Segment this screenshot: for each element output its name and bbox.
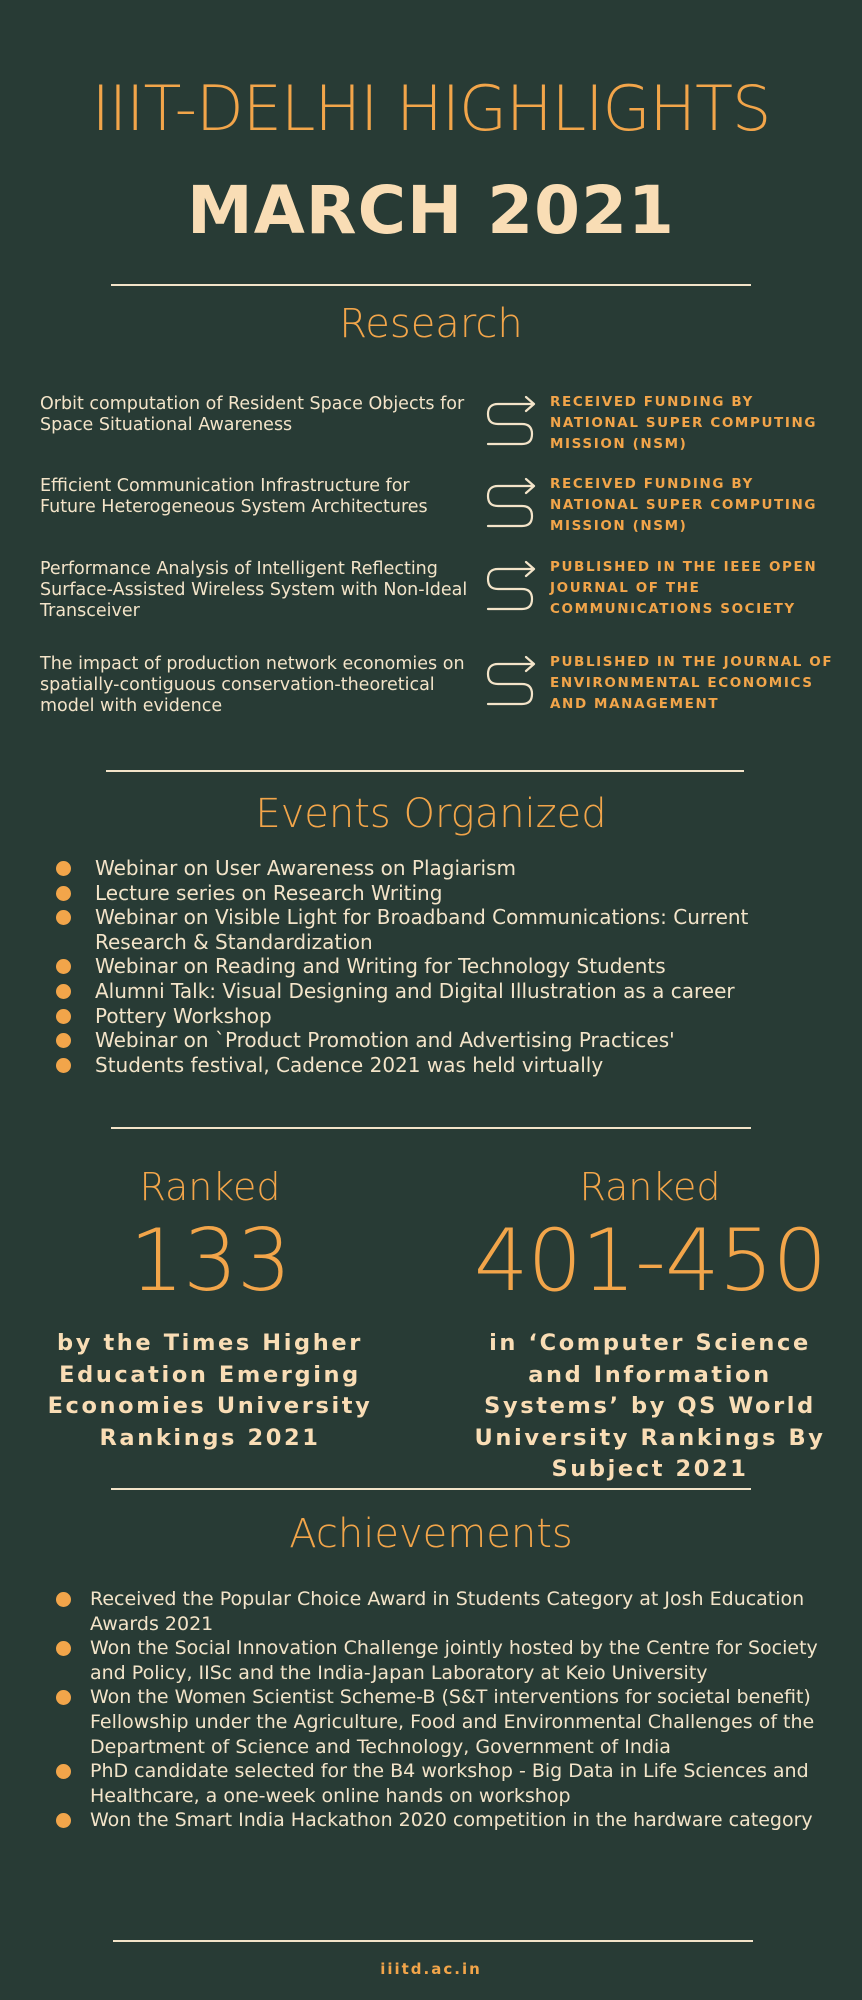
list-item [56,881,846,906]
achievements-heading: Achievements [289,1511,573,1557]
list-item [56,1028,846,1053]
achievement-text: PhD candidate selected for the B4 workshop - Big Data in Life Sciences and Healthcare, a one-week online hands on workshop [90,1760,809,1807]
bullet-icon [56,910,71,925]
research-item [0,392,862,462]
event-text: Lecture series on Research Writing [95,880,443,905]
ranking-value: 133 [129,1211,291,1311]
footer-website: iiitd.ac.in [380,1960,482,1978]
page-subtitle: MARCH 2021 [187,172,675,249]
divider [106,770,744,772]
achievement-text: Won the Smart India Hackathon 2020 competition in the hardware category [90,1809,813,1832]
research-item-outcome: PUBLISHED IN THE JOURNAL OF ENVIRONMENTAL ECONOMICS AND MANAGEMENT [550,654,834,712]
divider [111,284,751,286]
bullet-icon [56,1058,71,1073]
ranking-value: 401-450 [473,1211,827,1311]
achievement-text: Won the Women Scientist Scheme-B (S&T interventions for societal benefit) Fellowship under the Agriculture, Food and Environmental Challenges of the Department of Science and Technology, Government of India [90,1686,815,1758]
list-item [56,905,846,954]
bullet-icon [56,1033,71,1048]
list-item [56,979,846,1004]
divider [111,1488,751,1490]
achievements-list [56,1587,836,1833]
list-item [56,1685,836,1759]
bullet-icon [56,1641,71,1656]
achievement-text: Received the Popular Choice Award in Students Category at Josh Education Awards 2021 [90,1588,805,1635]
research-item [0,557,862,627]
bullet-icon [56,1764,71,1779]
events-list [56,856,846,1077]
ranking-label: Ranked [139,1165,281,1209]
events-heading: Events Organized [255,791,607,837]
bullet-icon [56,886,71,901]
bullet-icon [56,1009,71,1024]
research-item [0,474,862,544]
list-item [56,1808,836,1833]
research-heading: Research [339,301,523,347]
event-text: Webinar on `Product Promotion and Advertising Practices' [95,1028,675,1053]
research-item-title: Efficient Communication Infrastructure for Future Heterogeneous System Architectures [40,476,428,517]
research-item [0,652,862,722]
curved-arrow-icon [484,652,536,712]
research-item-outcome: PUBLISHED IN THE IEEE OPEN JOURNAL OF THE COMMUNICATIONS SOCIETY [550,559,818,617]
research-item-outcome: RECEIVED FUNDING BY NATIONAL SUPER COMPUTING MISSION (NSM) [550,394,818,452]
ranking-card [0,1165,420,1454]
event-text: Webinar on Reading and Writing for Technology Students [95,954,666,979]
divider [113,1940,753,1942]
list-item [56,856,846,881]
bullet-icon [56,1592,71,1607]
achievement-text: Won the Social Innovation Challenge jointly hosted by the Centre for Society and Policy, IISc and the India-Japan Laboratory at Keio University [90,1637,818,1684]
curved-arrow-icon [484,392,536,452]
research-item-title: Performance Analysis of Intelligent Reflecting Surface-Assisted Wireless System with Non-Ideal Transceiver [40,559,468,621]
research-item-outcome: RECEIVED FUNDING BY NATIONAL SUPER COMPUTING MISSION (NSM) [550,476,818,534]
event-text: Students festival, Cadence 2021 was held virtually [95,1052,604,1077]
list-item [56,1004,846,1029]
curved-arrow-icon [484,474,536,534]
curved-arrow-icon [484,557,536,617]
list-item [56,1759,836,1808]
bullet-icon [56,984,71,999]
ranking-card [440,1165,860,1486]
list-item [56,1587,836,1636]
list-item [56,1636,836,1685]
ranking-description: in ‘Computer Science and Information Systems’ by QS World University Rankings By Subject 2021 [474,1330,826,1482]
ranking-label: Ranked [579,1165,721,1209]
ranking-description: by the Times Higher Education Emerging Economies University Rankings 2021 [47,1330,373,1451]
divider [111,1127,751,1129]
event-text: Webinar on User Awareness on Plagiarism [95,856,516,880]
research-item-title: Orbit computation of Resident Space Objects for Space Situational Awareness [40,394,465,435]
event-text: Webinar on Visible Light for Broadband Communications: Current Research & Standardization [95,905,749,954]
bullet-icon [56,959,71,974]
event-text: Pottery Workshop [95,1003,272,1028]
bullet-icon [56,861,71,876]
event-text: Alumni Talk: Visual Designing and Digital Illustration as a career [95,978,735,1003]
bullet-icon [56,1813,71,1828]
research-item-title: The impact of production network economies on spatially-contiguous conservation-theoretical model with evidence [40,654,465,716]
list-item [56,1053,846,1078]
bullet-icon [56,1690,71,1705]
page-title: IIIT-DELHI HIGHLIGHTS [91,72,771,145]
list-item [56,954,846,979]
